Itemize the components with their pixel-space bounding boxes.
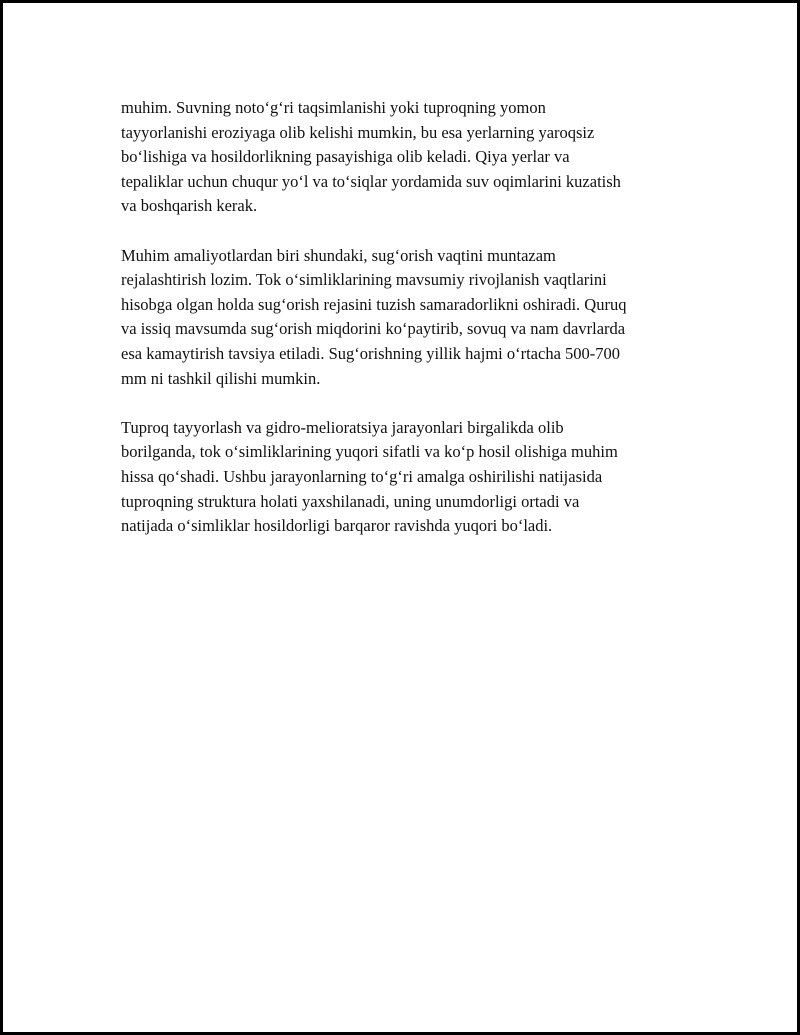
paragraph-1	[121, 96, 687, 219]
paragraph-3	[121, 416, 687, 539]
text-line: tuproqning struktura holati yaxshilanadi, uning unumdorligi ortadi va	[121, 491, 580, 511]
text-line: tepaliklar uchun chuqur yo‘l va to‘siqlar yordamida suv oqimlarini kuzatish	[121, 171, 621, 191]
text-line: borilganda, tok o‘simliklarining yuqori sifatli va ko‘p hosil olishiga muhim	[121, 442, 618, 462]
text-line: tayyorlanishi eroziyaga olib kelishi mumkin, bu esa yerlarning yaroqsiz	[121, 122, 595, 142]
text-line: hisobga olgan holda sug‘orish rejasini tuzish samaradorlikni oshiradi. Quruq	[121, 294, 627, 314]
text-line: esa kamaytirish tavsiya etiladi. Sug‘orishning yillik hajmi o‘rtacha 500-700	[121, 343, 621, 363]
text-line: rejalashtirish lozim. Tok o‘simliklarining mavsumiy rivojlanish vaqtlarini	[121, 270, 607, 290]
text-line: Tuproq tayyorlash va gidro-melioratsiya jarayonlari birgalikda olib	[121, 417, 564, 437]
text-line: muhim. Suvning noto‘g‘ri taqsimlanishi yoki tuproqning yomon	[121, 98, 546, 117]
text-line: Muhim amaliyotlardan biri shundaki, sug‘orish vaqtini muntazam	[121, 245, 556, 265]
text-line: va boshqarish kerak.	[121, 196, 258, 216]
text-line: natijada o‘simliklar hosildorligi barqaror ravishda yuqori bo‘ladi.	[121, 516, 553, 536]
text-line: mm ni tashkil qilishi mumkin.	[121, 368, 321, 388]
paragraph-2	[121, 244, 687, 392]
document-body	[121, 96, 687, 563]
text-line: va issiq mavsumda sug‘orish miqdorini ko‘paytirib, sovuq va nam davrlarda	[121, 319, 626, 339]
text-line: hissa qo‘shadi. Ushbu jarayonlarning to‘g‘ri amalga oshirilishi natijasida	[121, 466, 603, 486]
text-line: bo‘lishiga va hosildorlikning pasayishiga olib keladi. Qiya yerlar va	[121, 147, 570, 167]
